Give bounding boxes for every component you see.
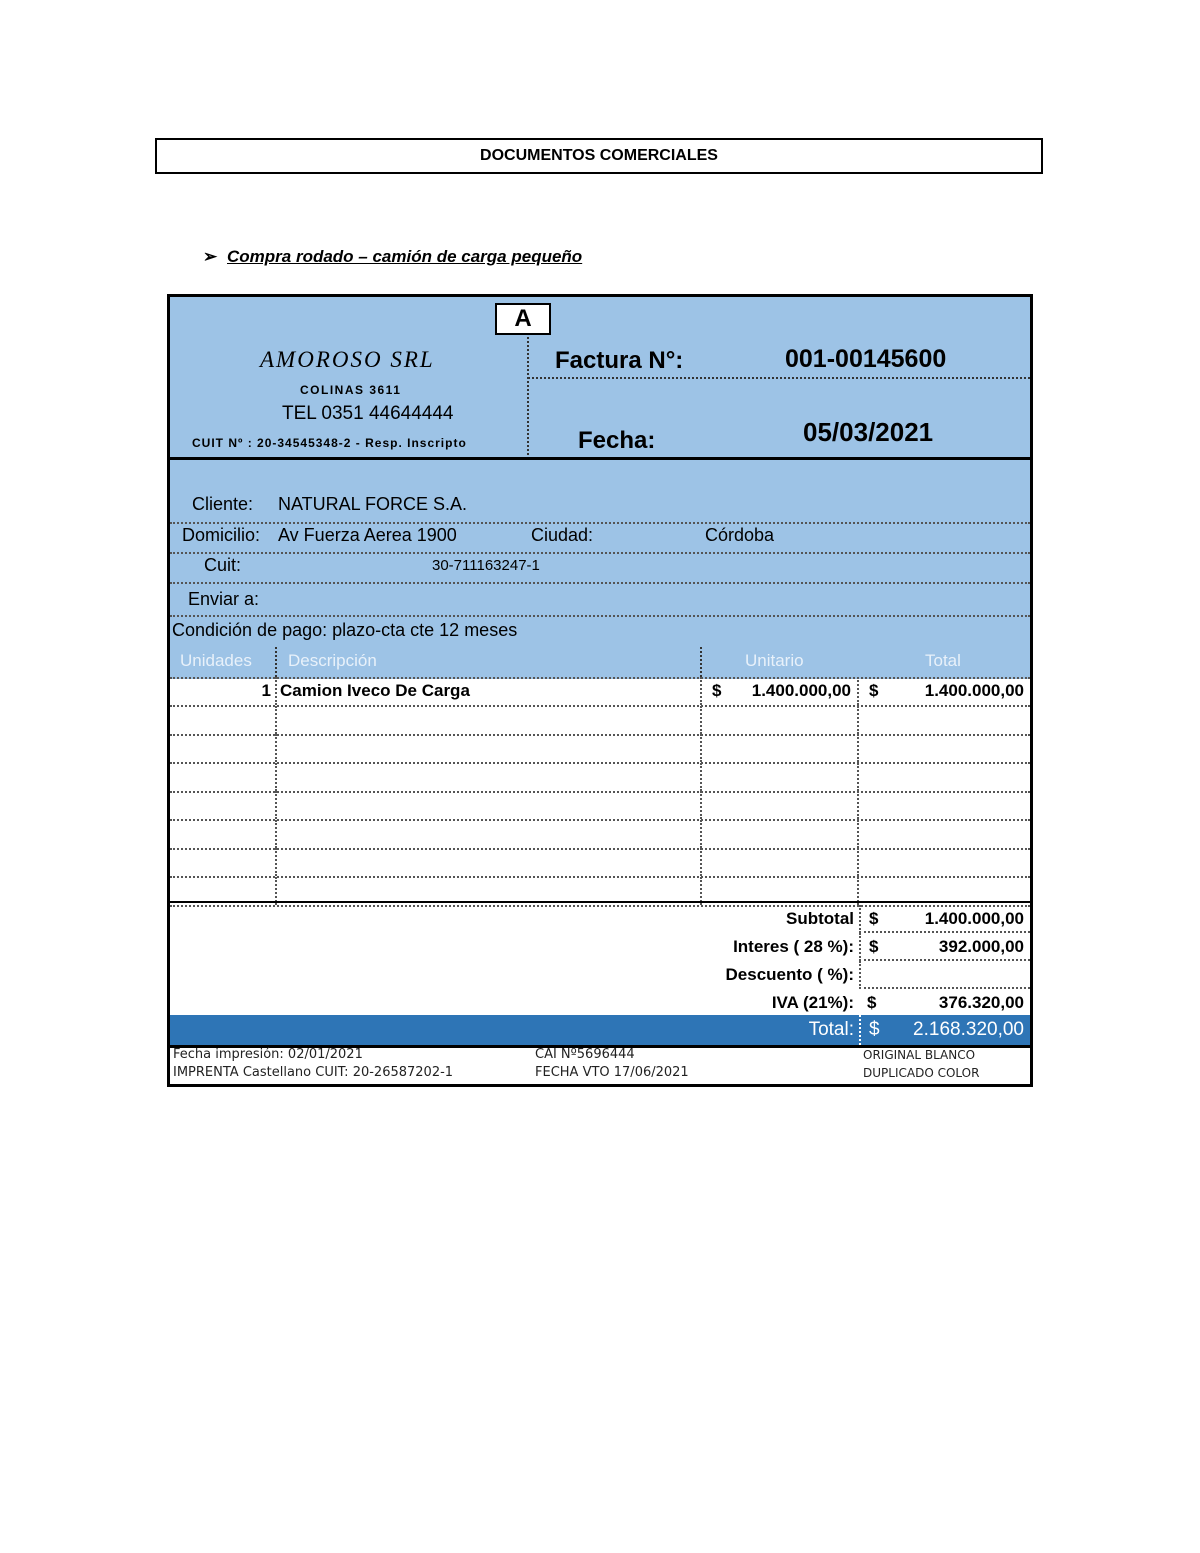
invoice-number-label: Factura N°: <box>555 347 684 374</box>
payment-row <box>170 615 1030 647</box>
table-row <box>170 763 1030 793</box>
ship-row <box>170 582 1030 617</box>
item-description <box>277 734 702 762</box>
iva-value <box>859 989 1030 1017</box>
item-unit-price <box>702 820 859 848</box>
item-unit-price <box>702 848 859 876</box>
col-total: Total <box>925 651 961 670</box>
subtotal-label: Subtotal <box>786 909 854 928</box>
client-row <box>170 460 1030 524</box>
table-row <box>170 848 1030 878</box>
table-row <box>170 677 1030 707</box>
col-description: Descripción <box>288 651 377 670</box>
item-qty <box>170 848 277 876</box>
interest-amount: 392.000,00 <box>938 937 1024 956</box>
col-unit-price: Unitario <box>745 651 804 670</box>
client-name: NATURAL FORCE S.A. <box>278 494 468 514</box>
print-date: Fecha impresión: 02/01/2021 <box>173 1047 363 1062</box>
item-qty <box>170 734 277 762</box>
client-block <box>170 460 1030 650</box>
table-row <box>170 706 1030 736</box>
item-qty <box>170 791 277 819</box>
arrow-bullet-icon: ➢ <box>203 247 218 266</box>
total-amount: 2.168.320,00 <box>913 1019 1024 1040</box>
currency-symbol: $ <box>869 1019 880 1040</box>
item-description <box>277 848 702 876</box>
invoice-number: 001-00145600 <box>785 345 947 373</box>
item-unit-price <box>702 791 859 819</box>
total-label: Total: <box>808 1019 854 1040</box>
items-header <box>170 647 1030 679</box>
header-line <box>528 377 1030 379</box>
col-units: Unidades <box>180 651 252 670</box>
interest-label: Interes ( 28 %): <box>733 937 854 956</box>
company-cuit: CUIT Nº : 20-34545348-2 - Resp. Inscripto <box>192 436 467 450</box>
item-description <box>277 820 702 848</box>
document-title: DOCUMENTOS COMERCIALES <box>155 138 1043 174</box>
item-total <box>859 848 1030 876</box>
payment-condition: Condición de pago: plazo-cta cte 12 meses <box>172 620 518 640</box>
discount-label: Descuento ( %): <box>725 965 854 984</box>
address-label: Domicilio: <box>182 525 261 545</box>
invoice-type-letter: A <box>495 303 551 335</box>
item-unit-price <box>702 706 859 734</box>
item-total <box>859 763 1030 791</box>
cai-number: CAI Nº5696444 <box>535 1047 635 1062</box>
item-qty <box>170 763 277 791</box>
subtotal-value <box>859 905 1030 933</box>
duplicate-copy: DUPLICADO COLOR <box>863 1066 980 1080</box>
client-address: Av Fuerza Aerea 1900 <box>278 525 457 545</box>
item-total <box>859 706 1030 734</box>
item-total <box>859 677 1030 705</box>
currency-symbol: $ <box>869 681 879 700</box>
item-qty <box>170 706 277 734</box>
company-address: COLINAS 3611 <box>300 383 402 397</box>
interest-row <box>170 933 1030 961</box>
item-total <box>859 820 1030 848</box>
totals-separator <box>170 901 1030 903</box>
currency-symbol: $ <box>869 909 879 928</box>
invoice-date-label: Fecha: <box>578 427 656 454</box>
client-city: Córdoba <box>705 525 775 545</box>
col-divider <box>275 647 277 677</box>
discount-row <box>170 961 1030 989</box>
due-date: FECHA VTO 17/06/2021 <box>535 1065 689 1080</box>
client-cuit: 30-711163247-1 <box>432 557 540 574</box>
item-unit-price <box>702 677 859 705</box>
total-value <box>859 1015 1030 1045</box>
iva-amount: 376.320,00 <box>938 993 1024 1012</box>
ship-label: Enviar a: <box>188 589 260 609</box>
item-qty: 1 <box>170 677 277 705</box>
item-description <box>277 763 702 791</box>
company-name: AMOROSO SRL <box>260 347 435 372</box>
invoice-date: 05/03/2021 <box>803 417 934 447</box>
item-unit-amount: 1.400.000,00 <box>751 681 851 700</box>
currency-symbol: $ <box>869 937 879 956</box>
col-divider <box>700 647 702 677</box>
item-unit-price <box>702 763 859 791</box>
item-total <box>859 734 1030 762</box>
item-description <box>277 791 702 819</box>
item-total-amount: 1.400.000,00 <box>924 681 1024 700</box>
table-row <box>170 820 1030 850</box>
currency-symbol: $ <box>712 681 722 700</box>
company-phone: TEL 0351 44644444 <box>282 403 454 424</box>
invoice <box>167 294 1033 1087</box>
discount-value <box>859 961 1030 989</box>
currency-symbol: $ <box>867 993 877 1012</box>
printer-info: IMPRENTA Castellano CUIT: 20-26587202-1 <box>173 1065 454 1080</box>
iva-row <box>170 989 1030 1017</box>
item-unit-price <box>702 734 859 762</box>
city-label: Ciudad: <box>531 525 594 545</box>
iva-label: IVA (21%): <box>771 993 854 1012</box>
cuit-label: Cuit: <box>204 555 242 575</box>
table-row <box>170 791 1030 821</box>
table-row <box>170 734 1030 764</box>
section-heading <box>203 247 582 267</box>
cuit-row <box>170 552 1030 584</box>
item-total <box>859 791 1030 819</box>
client-label: Cliente: <box>192 494 254 514</box>
original-copy: ORIGINAL BLANCO <box>863 1048 976 1062</box>
address-row <box>170 522 1030 554</box>
subtotal-amount: 1.400.000,00 <box>924 909 1024 928</box>
invoice-header <box>170 297 1030 460</box>
interest-value <box>859 933 1030 961</box>
item-description <box>277 706 702 734</box>
item-description: Camion Iveco De Carga <box>277 677 702 705</box>
total-bar <box>170 1015 1030 1048</box>
item-qty <box>170 820 277 848</box>
section-heading-text: Compra rodado – camión de carga pequeño <box>227 247 583 266</box>
header-divider <box>527 337 529 455</box>
subtotal-row <box>170 905 1030 933</box>
